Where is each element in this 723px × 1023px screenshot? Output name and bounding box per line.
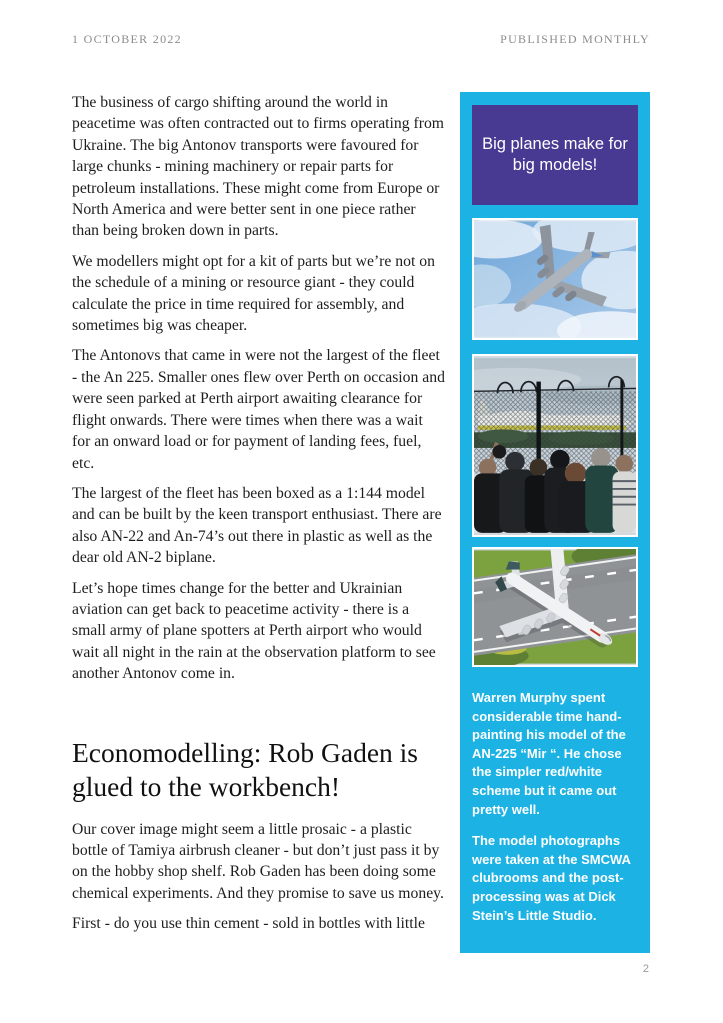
body-paragraph: First - do you use thin cement - sold in bottles with little xyxy=(72,915,425,933)
page-number: 2 xyxy=(642,963,649,975)
issue-date: 1 OCTOBER 2022 xyxy=(72,32,182,46)
content-row xyxy=(72,92,650,953)
sidebar-banner xyxy=(472,105,638,205)
sidebar-caption: Warren Murphy spent considerable time hand-painting his model of the AN-225 “Mir “. He chose the simpler red/white scheme but it came out pretty well. xyxy=(472,690,626,817)
body-paragraph: We modellers might opt for a kit of parts but we’re not on the schedule of a mining or resource giant - they could calculate the price in time required for assembly, and sometimes big was cheaper. xyxy=(72,252,435,335)
plane-in-sky-illustration xyxy=(474,220,636,338)
model-on-runway-illustration xyxy=(474,549,636,665)
article-title: Economodelling: Rob Gaden is glued to the workbench! xyxy=(72,736,418,802)
sidebar xyxy=(460,92,650,953)
crowd-at-fence-illustration xyxy=(474,356,636,535)
publication-frequency: PUBLISHED MONTHLY xyxy=(500,32,650,46)
body-paragraph: The largest of the fleet has been boxed as a 1:144 model and can be built by the keen transport enthusiast. There are also AN-22 and An-74’s out there in plastic as well as the dear old AN-2 biplane. xyxy=(72,484,442,567)
body-paragraph: Let’s hope times change for the better and Ukrainian aviation can get back to peacetime activity - there is a small army of plane spotters at Perth airport who would wait all night in the rain at the observation platform to see another Antonov come in. xyxy=(72,579,436,683)
masthead xyxy=(72,32,650,47)
photo-plane-in-sky xyxy=(472,218,638,340)
sidebar-caption: The model photographs were taken at the SMCWA clubrooms and the post-processing was at Dick Stein’s Little Studio. xyxy=(472,833,631,923)
article-column xyxy=(72,92,445,953)
photo-model-on-runway xyxy=(472,547,638,667)
body-paragraph: The Antonovs that came in were not the largest of the fleet - the An 225. Smaller ones flew over Perth on occasion and were seen parked at Perth airport awaiting clearance for flight onwards. There were times when there was a wait for an onward load or for payment of landing fees, fuel, etc. xyxy=(72,347,445,472)
sidebar-banner-text: Big planes make for big models! xyxy=(482,135,628,174)
photo-crowd-at-fence xyxy=(472,354,638,537)
body-paragraph: Our cover image might seem a little prosaic - a plastic bottle of Tamiya airbrush cleaner - but don’t just pass it by on the hobby shop shelf. Rob Gaden has been doing some chemical experiments. And they promise to save us money. xyxy=(72,820,444,902)
body-paragraph: The business of cargo shifting around the world in peacetime was often contracted out to firms operating from Ukraine. The big Antonov transports were favoured for large chunks - mining machinery or repair parts for petroleum installations. These might come from Europe or North America and were better sent in one piece rather than being broken down in parts. xyxy=(72,94,445,240)
